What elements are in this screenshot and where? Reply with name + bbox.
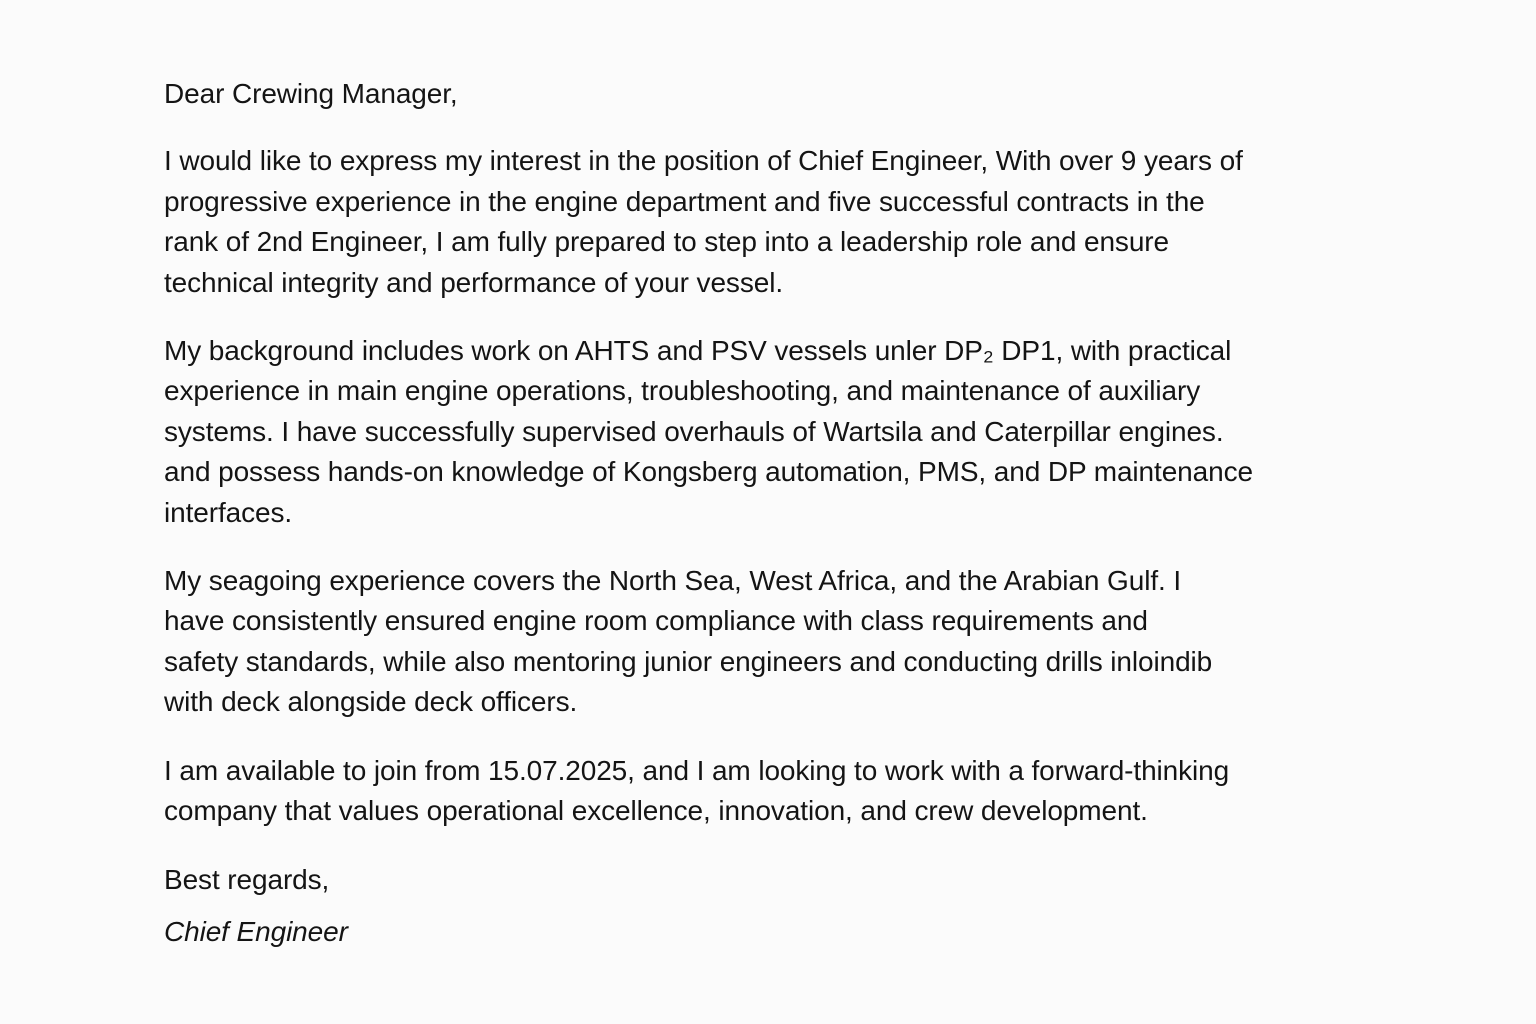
background-paragraph [164,331,1384,533]
paragraph-line: and possess hands-on knowledge of Kongsberg automation, PMS, and DP maintenance [164,456,1253,488]
paragraph-line: company that values operational excellence, innovation, and crew development. [164,795,1148,827]
paragraph-line: with deck alongside deck officers. [164,686,578,718]
cover-letter [164,74,1384,952]
paragraph-line: safety standards, while also mentoring junior engineers and conducting drills inloindib [164,645,1213,677]
paragraph-line: experience in main engine operations, troubleshooting, and maintenance of auxiliary [164,375,1201,407]
paragraph-line: progressive experience in the engine department and five successful contracts in the [164,185,1205,217]
availability-paragraph [164,751,1384,832]
paragraph-line: have consistently ensured engine room compliance with class requirements and [164,605,1148,637]
paragraph-line: technical integrity and performance of your vessel. [164,266,783,298]
experience-paragraph [164,561,1384,723]
closing: Best regards, [164,863,330,895]
paragraph-line: interfaces. [164,496,293,528]
paragraph-line: rank of 2nd Engineer, I am fully prepared to step into a leadership role and ensure [164,226,1170,258]
intro-paragraph [164,141,1384,303]
signature: Chief Engineer [164,915,348,947]
paragraph-line: I am available to join from 15.07.2025, and I am looking to work with a forward-thinking [164,754,1230,786]
paragraph-line: My seagoing experience covers the North Sea, West Africa, and the Arabian Gulf. I [164,565,1182,597]
salutation: Dear Crewing Manager, [164,78,458,109]
paragraph-line: systems. I have successfully supervised overhauls of Wartsila and Caterpillar engines. [164,415,1224,447]
paragraph-line: I would like to express my interest in the position of Chief Engineer, With over 9 years of [164,145,1243,177]
paragraph-line: My background includes work on AHTS and PSV vessels unler DP₂ DP1, with practical [164,335,1232,367]
